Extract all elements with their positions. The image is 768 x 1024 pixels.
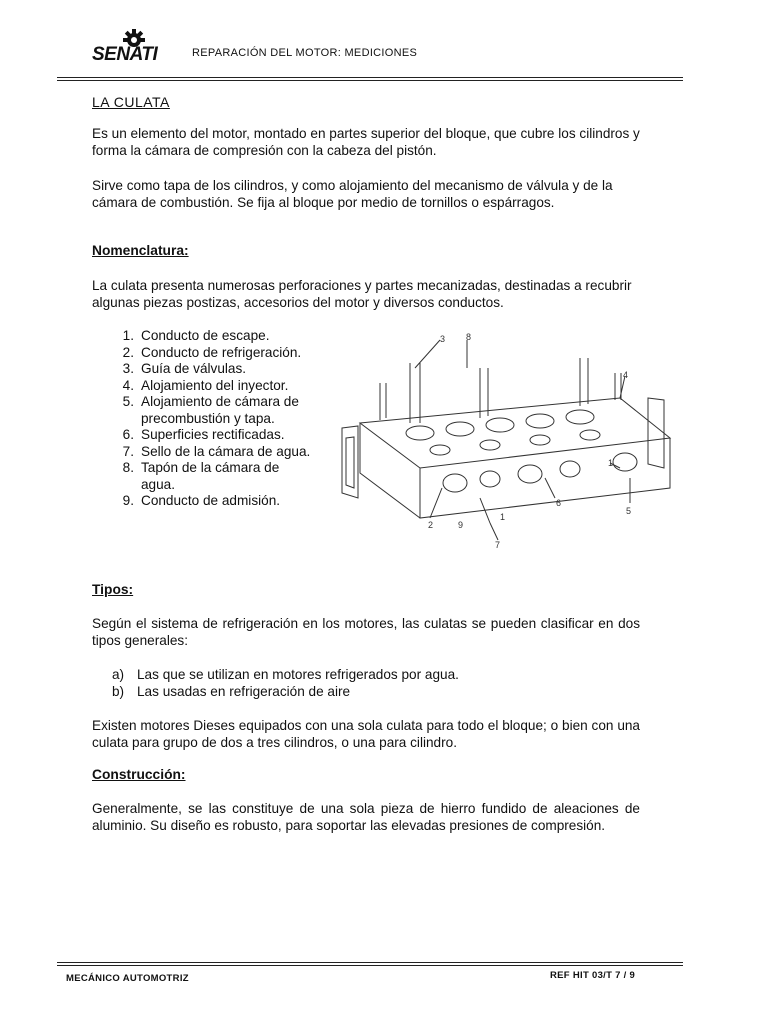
item-text: Conducto de refrigeración. xyxy=(141,344,302,360)
footer-divider xyxy=(57,962,683,963)
intro-paragraph-2: Sirve como tapa de los cilindros, y como alojamiento del mecanismo de válvula y de la cámara de combustión. Se fija al bloque por medio de tornillos o espárragos. xyxy=(92,178,613,210)
footer-reference: REF HIT 03/T 7 / 9 xyxy=(550,970,636,981)
list-item xyxy=(116,460,316,493)
item-number: 7. xyxy=(122,443,134,459)
item-text: Las usadas en refrigeración de aire xyxy=(137,684,351,699)
construccion-text: Generalmente, se las constituye de una sola pieza de hierro fundido de aleaciones de aluminio. Su diseño es robusto, para soportar las elevadas presiones de compresión. xyxy=(92,801,640,833)
footer-divider-secondary xyxy=(57,965,683,966)
callout-6: 6 xyxy=(556,498,562,508)
header-title: REPARACIÓN DEL MOTOR: MEDICIONES xyxy=(192,47,418,59)
list-item xyxy=(116,378,316,395)
item-text: Alojamiento de cámara de precombustión y tapa. xyxy=(141,394,299,426)
intro-paragraph-1: Es un elemento del motor, montado en partes superior del bloque, que cubre los cilindros y forma la cámara de compresión con la cabeza del pistón. xyxy=(92,126,640,158)
callout-4: 4 xyxy=(623,370,629,380)
item-text: Sello de la cámara de agua. xyxy=(141,443,311,459)
tipos-list xyxy=(112,666,459,700)
item-number: 4. xyxy=(122,377,134,393)
callout-9: 9 xyxy=(458,520,464,530)
list-item xyxy=(116,493,316,510)
list-item xyxy=(116,394,316,427)
item-text: Tapón de la cámara de agua. xyxy=(141,460,280,492)
nomenclature-list xyxy=(116,328,316,510)
header-divider xyxy=(57,77,683,78)
item-text: Conducto de escape. xyxy=(141,328,270,343)
list-item xyxy=(116,427,316,444)
item-number: 2. xyxy=(122,344,134,360)
list-item xyxy=(116,361,316,378)
tipos-text-2: Existen motores Dieses equipados con una sola culata para todo el bloque; o bien con una culata para grupo de dos a tres cilindros, o una para cilindro. xyxy=(92,718,640,750)
callout-5: 5 xyxy=(626,506,632,516)
cylinder-head-illustration xyxy=(330,328,702,558)
nomenclatura-heading: Nomenclatura: xyxy=(92,243,189,258)
list-item xyxy=(116,444,316,461)
item-text: Superficies rectificadas. xyxy=(141,427,285,442)
item-text: Las que se utilizan en motores refrigerados por agua. xyxy=(137,667,459,682)
item-text: Guía de válvulas. xyxy=(141,361,247,376)
item-letter: a) xyxy=(112,667,125,682)
item-text: Alojamiento del inyector. xyxy=(141,377,289,393)
list-item xyxy=(112,683,459,700)
item-text: Conducto de admisión. xyxy=(141,493,281,508)
item-number: 1. xyxy=(122,328,134,343)
item-number: 3. xyxy=(122,361,134,376)
list-item xyxy=(116,328,316,345)
callout-2: 2 xyxy=(428,520,434,530)
item-number: 9. xyxy=(122,493,134,508)
callout-3: 3 xyxy=(440,334,446,344)
construccion-heading: Construcción: xyxy=(92,767,186,782)
nomenclatura-text: La culata presenta numerosas perforaciones y partes mecanizadas, destinadas a recubrir algunas piezas postizas, accesorios del motor y diversos conductos. xyxy=(92,278,632,310)
tipos-text: Según el sistema de refrigeración en los motores, las culatas se pueden clasificar en dos tipos generales: xyxy=(92,616,640,648)
list-item xyxy=(116,345,316,362)
callout-7: 7 xyxy=(495,540,501,550)
header-divider-secondary xyxy=(57,80,683,81)
item-number: 8. xyxy=(122,460,134,475)
tipos-heading: Tipos: xyxy=(92,582,134,597)
item-number: 6. xyxy=(122,427,134,442)
item-number: 5. xyxy=(122,394,134,409)
callout-8: 8 xyxy=(466,332,472,342)
callout-1-right: 1 xyxy=(608,458,614,468)
logo-text: SENATI xyxy=(92,44,158,65)
list-item xyxy=(112,666,459,683)
item-letter: b) xyxy=(112,684,125,699)
callout-1-left: 1 xyxy=(500,512,506,522)
section-title: LA CULATA xyxy=(92,94,170,110)
footer-left-label: MECÁNICO AUTOMOTRIZ xyxy=(66,973,189,984)
